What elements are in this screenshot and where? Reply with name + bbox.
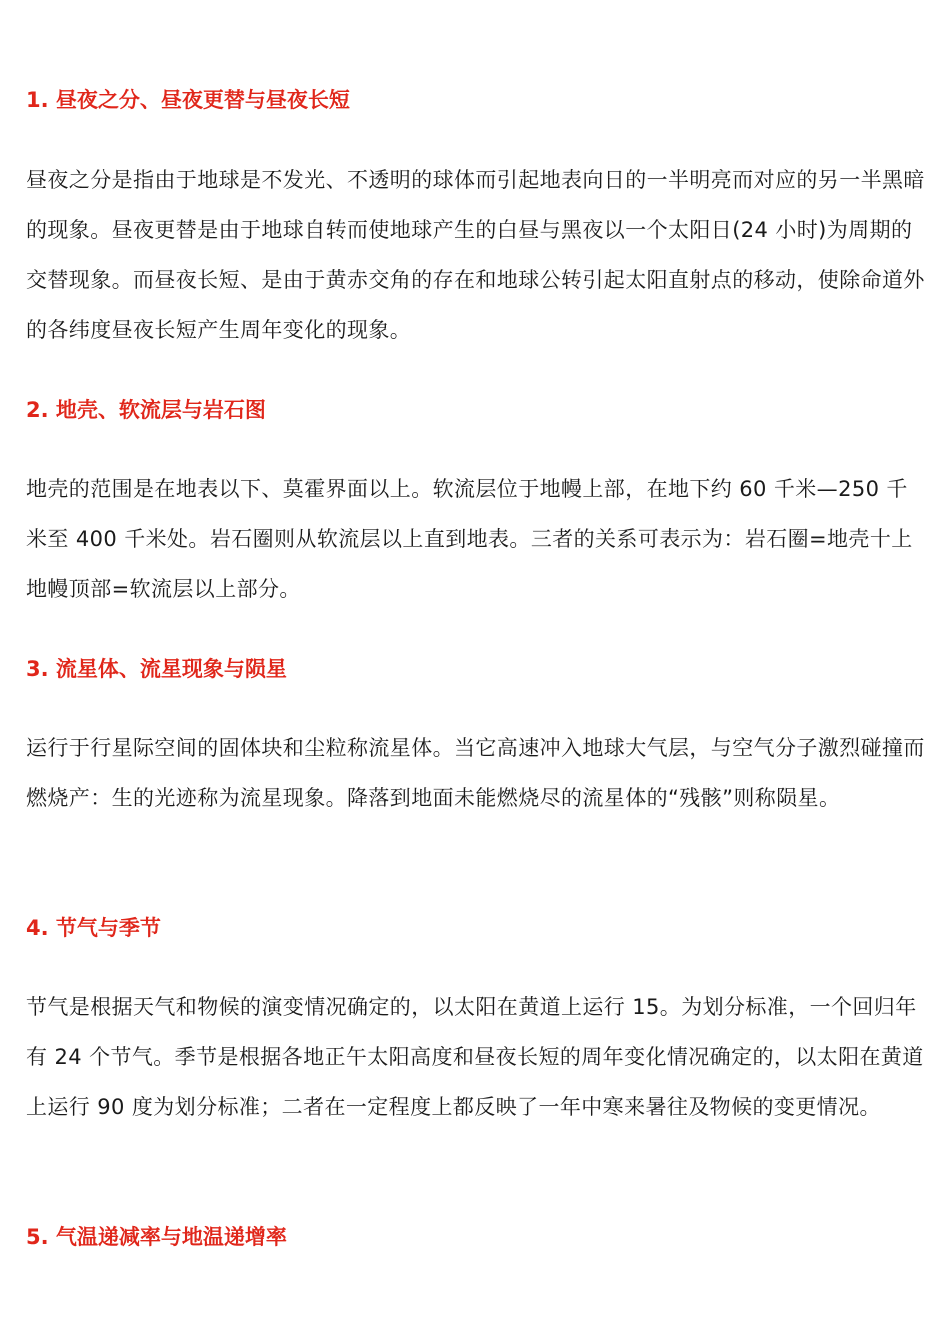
section-body-2: 地壳的范围是在地表以下、莫霍界面以上。软流层位于地幔上部，在地下约 60 千米—250 千米至 400 千米处。岩石圈则从软流层以上直到地表。三者的关系可表示为：岩石圈=地壳十上地幔顶部=软流层以上部分。 xyxy=(26,477,913,601)
section-body-4: 节气是根据天气和物候的演变情况确定的，以太阳在黄道上运行 15。为划分标准，一个回归年有 24 个节气。季节是根据各地正午太阳高度和昼夜长短的周年变化情况确定的，以太阳在黄道上运行 90 度为划分标准；二者在一定程度上都反映了一年中寒来暑往及物候的变更情况。 xyxy=(26,995,924,1119)
section-body-3: 运行于行星际空间的固体块和尘粒称流星体。当它高速冲入地球大气层，与空气分子激烈碰撞而燃烧产：生的光迹称为流星现象。降落到地面未能燃烧尽的流星体的“残骸”则称陨星。 xyxy=(26,736,925,810)
section-heading-2: 2. 地壳、软流层与岩石图 xyxy=(26,398,266,422)
section-heading-3: 3. 流星体、流星现象与陨星 xyxy=(26,657,287,681)
section-heading-5: 5. 气温递减率与地温递增率 xyxy=(26,1225,287,1249)
section-heading-1: 1. 昼夜之分、昼夜更替与昼夜长短 xyxy=(26,88,350,112)
section-heading-4: 4. 节气与季节 xyxy=(26,916,161,940)
section-body-1: 昼夜之分是指由于地球是不发光、不透明的球体而引起地表向日的一半明亮而对应的另一半黑暗的现象。昼夜更替是由于地球自转而使地球产生的白昼与黑夜以一个太阳日(24 小时)为周期的交替现象。而昼夜长短、是由于黄赤交角的存在和地球公转引起太阳直射点的移动，使除命道外的各纬度昼夜长短产生周年变化的现象。 xyxy=(26,168,925,342)
